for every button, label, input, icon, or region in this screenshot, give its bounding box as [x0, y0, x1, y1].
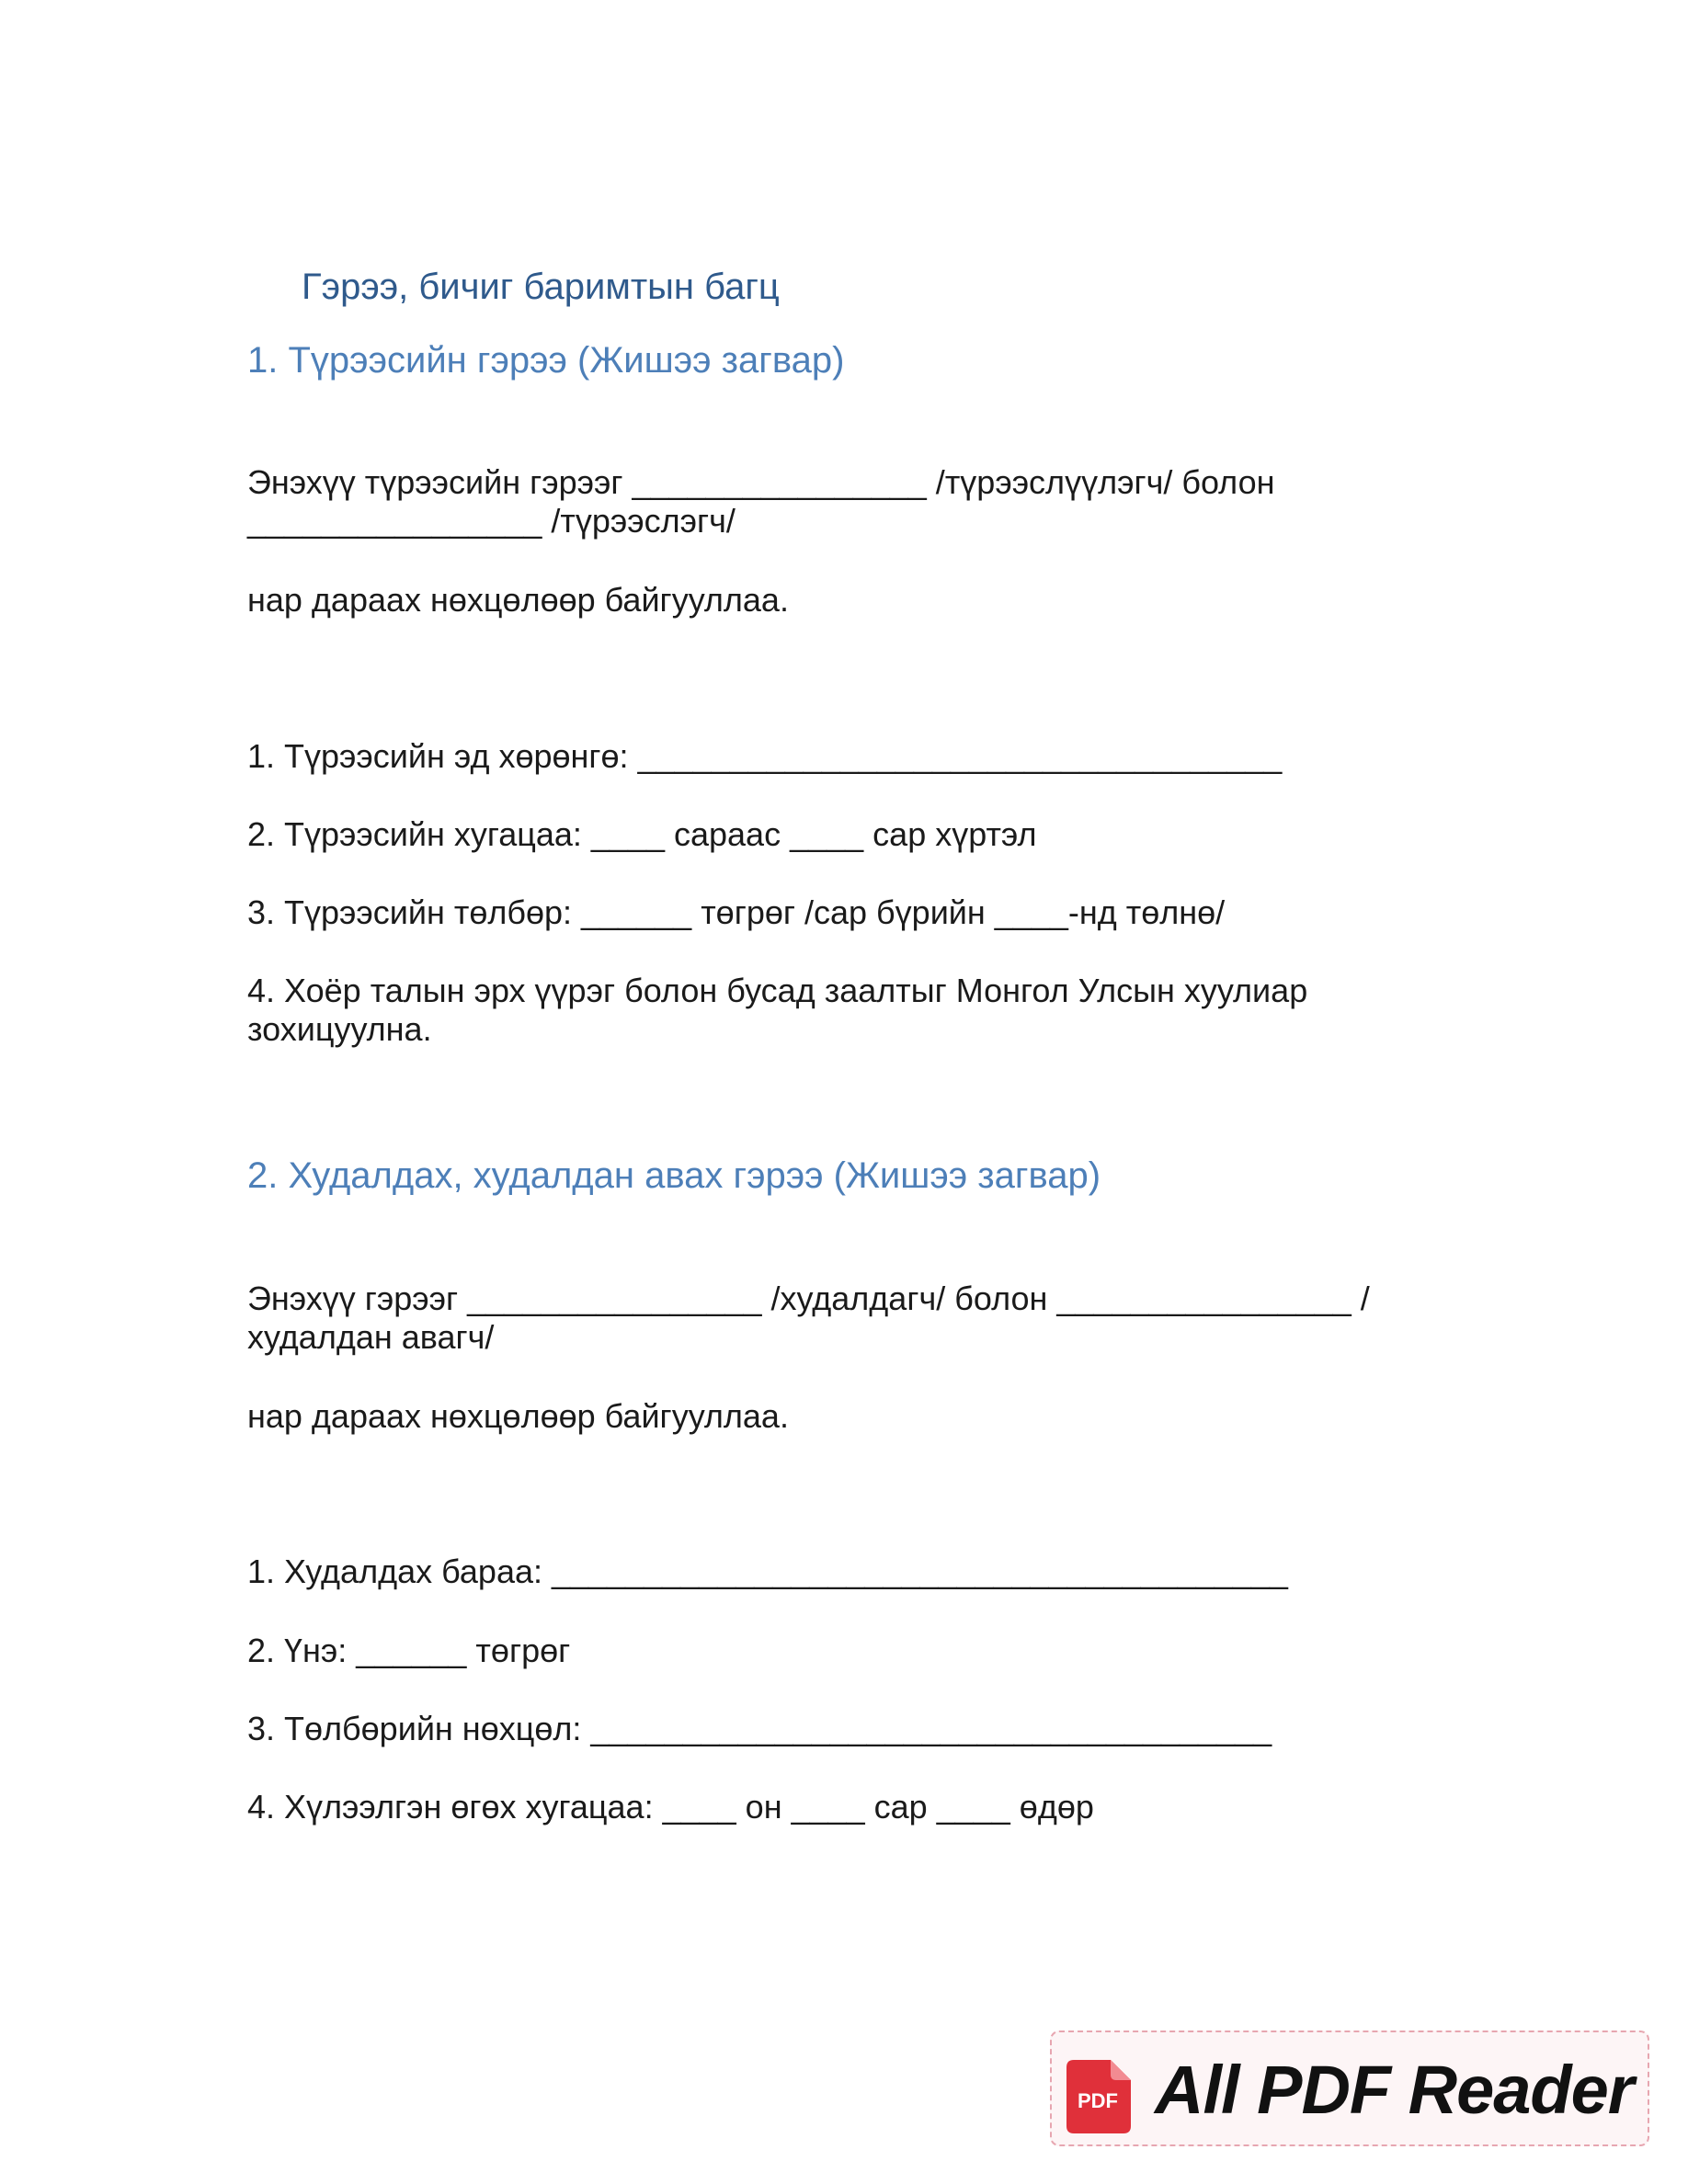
watermark-text: All PDF Reader	[1155, 2052, 1634, 2128]
section-1-intro-line-1: Энэхүү түрээсийн гэрээг ________________ /түрээслүүлэгч/ болон	[247, 463, 1275, 501]
section-2-item-4: 4. Хүлээлгэн өгөх хугацаа: ____ он ____ сар ____ өдөр	[247, 1788, 1094, 1826]
section-1-item-1: 1. Түрээсийн эд хөрөнгө: ___________________________________	[247, 737, 1283, 775]
section-1-item-4-line-1: 4. Хоёр талын эрх үүрэг болон бусад заалтыг Монгол Улсын хуулиар	[247, 972, 1308, 1009]
app-watermark	[1050, 2030, 1649, 2146]
section-1-heading: 1. Түрээсийн гэрээ (Жишээ загвар)	[247, 340, 845, 381]
section-1-intro-line-2: ________________ /түрээслэгч/	[247, 502, 736, 540]
section-1-item-3: 3. Түрээсийн төлбөр: ______ төгрөг /сар бүрийн ____-нд төлнө/	[247, 893, 1226, 931]
section-2-item-1: 1. Худалдах бараа: ________________________________________	[247, 1553, 1288, 1590]
section-2-heading: 2. Худалдах, худалдан авах гэрээ (Жишээ загвар)	[247, 1155, 1101, 1196]
pdf-file-icon	[1066, 2060, 1131, 2133]
section-2-intro	[247, 1280, 1370, 1357]
section-2-item-2: 2. Үнэ: ______ төгрөг	[247, 1632, 571, 1669]
pdf-logo-label: PDF	[1078, 2089, 1118, 2112]
section-1-item-2: 2. Түрээсийн хугацаа: ____ сараас ____ сар хүртэл	[247, 815, 1037, 853]
section-1-intro-tail: нар дараах нөхцөлөөр байгууллаа.	[247, 581, 789, 619]
section-2-intro-tail: нар дараах нөхцөлөөр байгууллаа.	[247, 1397, 789, 1435]
section-2-item-3: 3. Төлбөрийн нөхцөл: _____________________________________	[247, 1710, 1272, 1747]
document-title: Гэрээ, бичиг баримтын багц	[302, 267, 780, 307]
section-1-intro	[247, 463, 1351, 540]
section-1-item-4	[247, 972, 1351, 1049]
section-2-intro-line-2: худалдан авагч/	[247, 1318, 495, 1356]
section-1-item-4-line-2: зохицуулна.	[247, 1010, 432, 1048]
section-2-intro-line-1: Энэхүү гэрээг ________________ /худалдагч/ болон ________________ /	[247, 1280, 1370, 1317]
